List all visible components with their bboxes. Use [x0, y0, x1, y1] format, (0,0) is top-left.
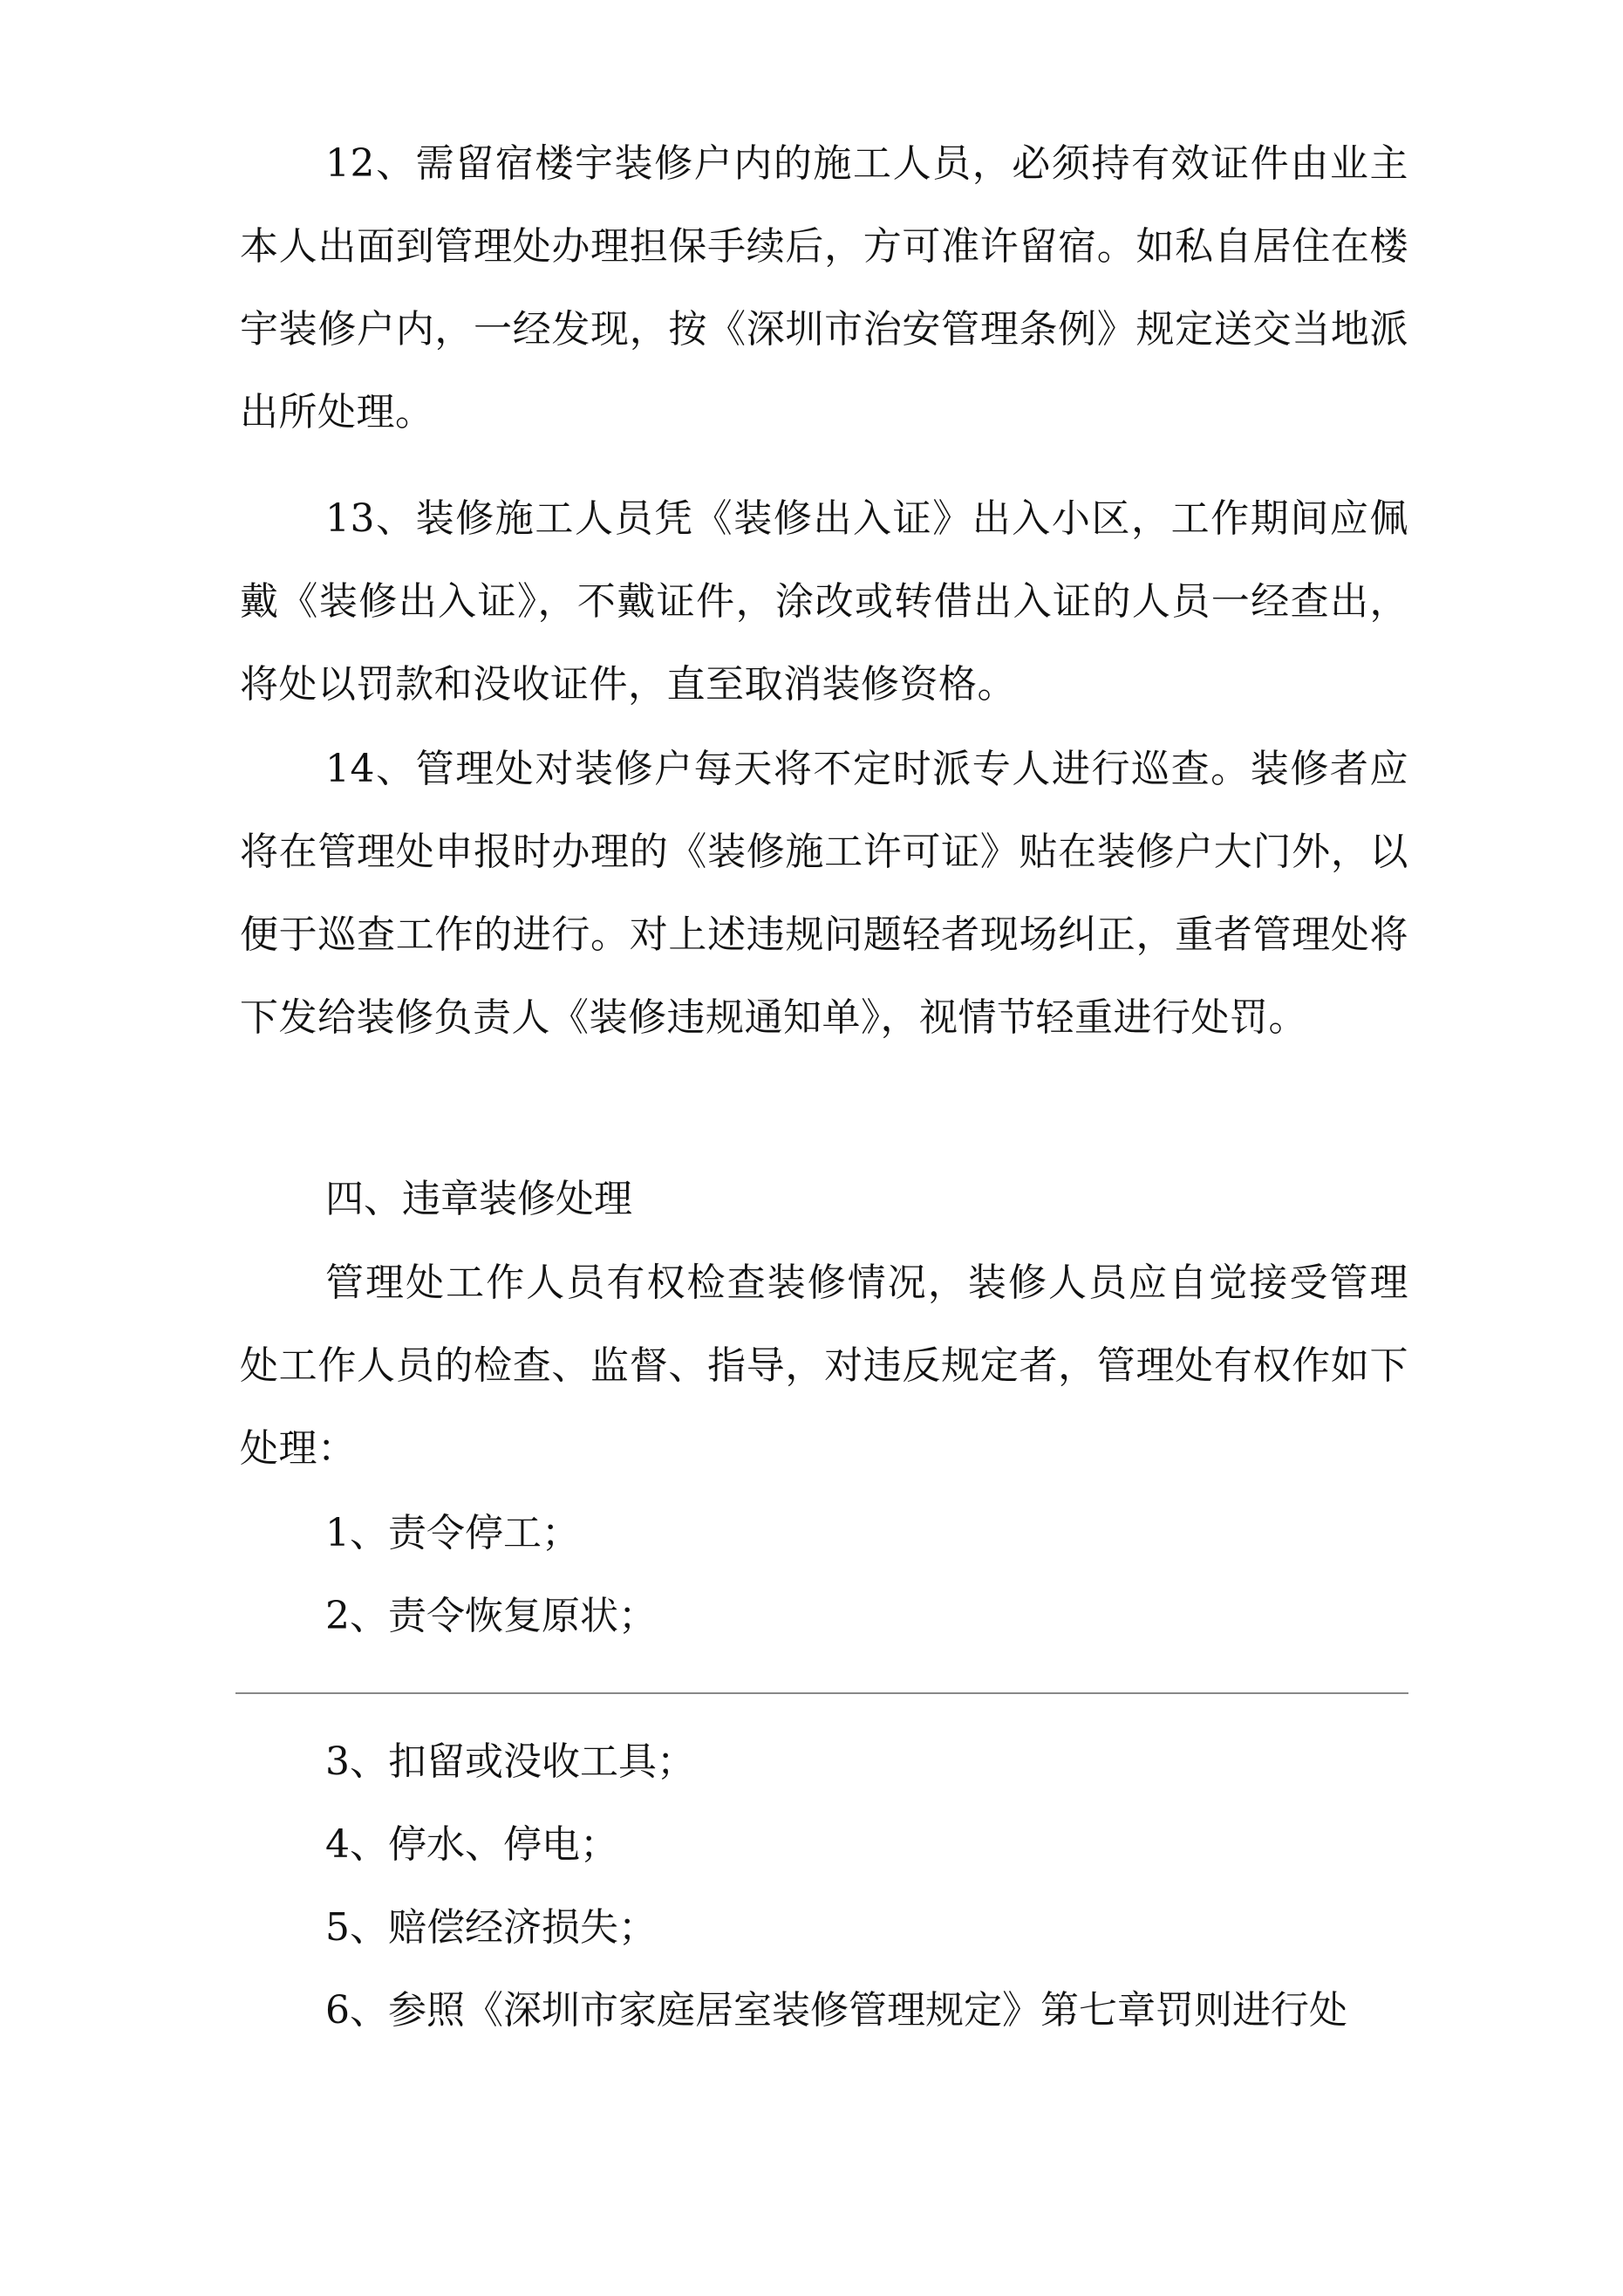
paragraph-13: 13、装修施工人员凭《装修出入证》出入小区，工作期间应佩戴《装修出入证》，不戴证件，涂改或转借出入证的人员一经查出，将处以罚款和没收证件，直至取消装修资格。: [240, 496, 1408, 707]
paragraph-12: 12、需留宿楼宇装修户内的施工人员，必须持有效证件由业主本人出面到管理处办理担保手续后，方可准许留宿。如私自居住在楼宇装修户内，一经发现，按《深圳市治安管理条例》规定送交当地派出所处理。: [240, 141, 1408, 434]
list-item-5: 5、赔偿经济损失；: [325, 1905, 657, 1950]
list-item-3: 3、扣留或没收工具；: [325, 1739, 695, 1784]
list-item-4: 4、停水、停电；: [325, 1822, 618, 1867]
list-item-1: 1、责令停工；: [325, 1511, 580, 1555]
page-divider: [235, 1692, 1408, 1694]
section-intro: 管理处工作人员有权检查装修情况，装修人员应自觉接受管理处工作人员的检查、监督、指导，对违反规定者，管理处有权作如下处理：: [240, 1261, 1408, 1471]
list-item-2: 2、责令恢复原状；: [325, 1594, 657, 1638]
list-item-6: 6、参照《深圳市家庭居室装修管理规定》第七章罚则进行处: [325, 1988, 1347, 2033]
paragraph-14: 14、管理处对装修户每天将不定时派专人进行巡查。装修者应将在管理处申报时办理的《装修施工许可证》贴在装修户大门外，以便于巡查工作的进行。对上述违规问题轻者现场纠正，重者管理处将下发给装修负责人《装修违规通知单》，视情节轻重进行处罚。: [240, 747, 1408, 1040]
section-heading: 四、违章装修处理: [325, 1177, 632, 1221]
